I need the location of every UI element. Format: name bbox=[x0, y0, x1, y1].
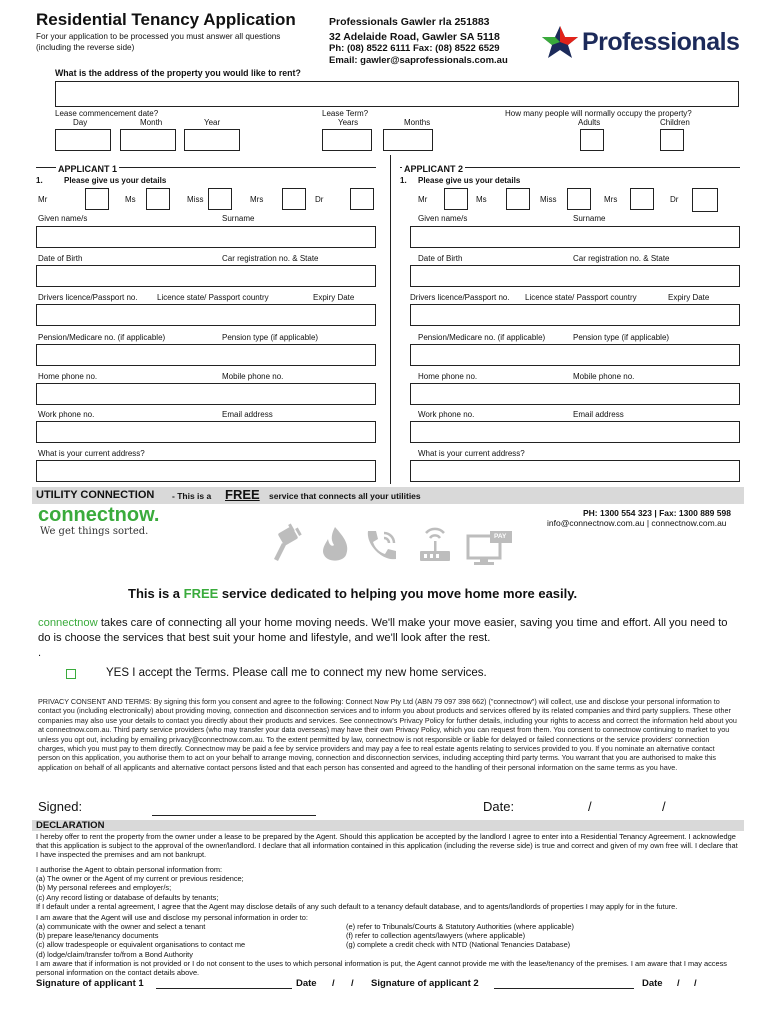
name-field[interactable] bbox=[36, 226, 376, 248]
connect-date-label: Date: bbox=[483, 799, 515, 814]
dob-rego-field[interactable] bbox=[36, 265, 376, 287]
title-mrs-label: Mrs bbox=[250, 195, 264, 204]
professionals-star-icon bbox=[540, 25, 580, 59]
lease-start-label: Lease commencement date? bbox=[55, 109, 159, 118]
property-address-question: What is the address of the property you would like to rent? bbox=[55, 68, 301, 78]
dob-label: Date of Birth bbox=[418, 254, 463, 263]
licence-field[interactable] bbox=[36, 304, 376, 326]
date-slash-2: / bbox=[662, 799, 666, 814]
auth-item: (b) My personal referees and employer/s; bbox=[36, 883, 172, 893]
home-phone-label: Home phone no. bbox=[418, 372, 478, 381]
headline-pre: This is a bbox=[128, 586, 184, 601]
title-ms-label: Ms bbox=[476, 195, 487, 204]
phone-field[interactable] bbox=[36, 383, 376, 405]
applicant-2-details-label: Please give us your details bbox=[418, 176, 521, 185]
lease-months-field[interactable] bbox=[383, 129, 433, 151]
title-miss-label: Miss bbox=[187, 195, 204, 204]
title-mr-label: Mr bbox=[38, 195, 48, 204]
licence-state-label: Licence state/ Passport country bbox=[157, 293, 269, 302]
title-miss-checkbox[interactable] bbox=[567, 188, 591, 210]
home-phone-label: Home phone no. bbox=[38, 372, 98, 381]
authorisation-block bbox=[36, 865, 740, 911]
connectnow-logo: connectnow. bbox=[38, 504, 160, 526]
sig1-date-slash-1: / bbox=[332, 978, 335, 989]
title-ms-checkbox[interactable] bbox=[146, 188, 170, 210]
applicant-1-num: 1. bbox=[36, 176, 43, 185]
sig1-date-label: Date bbox=[296, 978, 317, 989]
privacy-terms: PRIVACY CONSENT AND TERMS: By signing this form you consent and agree to the following: Connect Now Pty Ltd (ABN 79 097 398 662) ("connectnow") will collect, use and disclose your personal information to contact you (including electronically) about providing moving, connection and disconnection services and to inform you about products and services offered by its related companies and third party suppliers. These other companies may also use your details to contact you directly about their products and services. See connectnow's Privacy Policy for further details, including your rights to access and correct the information held about you at connectnow.com.au. Third party service providers (who may transfer your data overseas) may have their own Privacy Policy, which you can request from them. You consent to connectnow continuing to market to you unless you opt out, including by emailing privacy@connectnow.com.au. To the extent permitted by law, connectnow is not responsible or liable for delayed or failed connections or the service providers' connection charges, which you must pay to them directly. Connectnow may be paid a fee by service providers and may pay a fee to real estate agents relating to services provided to you. If you nominate an alternative contact person on this application, you authorise them to act on your behalf to arrange moving, connection and disconnection services, including accepting third party terms. You warrant that you are authorised to make this application on behalf of all applicants and alternative contact persons listed and that each person has consented and agreed to the handling of their personal information on the same terms as you have. bbox=[38, 697, 737, 772]
sig1-line[interactable] bbox=[156, 988, 292, 989]
current-address-field[interactable] bbox=[410, 460, 740, 482]
work-email-field[interactable] bbox=[410, 421, 740, 443]
use-item: (d) lodge/claim/transfer to/from a Bond Authority bbox=[36, 949, 193, 959]
phone-icon bbox=[362, 527, 400, 565]
subtitle-line2: (including the reverse side) bbox=[36, 43, 135, 52]
utility-body bbox=[38, 616, 738, 645]
email-label: Email address bbox=[573, 410, 624, 419]
sig2-date-slash-2: / bbox=[694, 978, 697, 989]
work-email-field[interactable] bbox=[36, 421, 376, 443]
utility-free: FREE bbox=[225, 487, 260, 502]
work-phone-label: Work phone no. bbox=[418, 410, 475, 419]
agency-address: 32 Adelaide Road, Gawler SA 5118 bbox=[329, 31, 500, 43]
agency-email: Email: gawler@saprofessionals.com.au bbox=[329, 55, 508, 66]
use-list-left bbox=[36, 922, 336, 959]
applicant-2-num: 1. bbox=[400, 176, 407, 185]
car-rego-label: Car registration no. & State bbox=[573, 254, 670, 263]
title-dr-label: Dr bbox=[315, 195, 324, 204]
current-address-field[interactable] bbox=[36, 460, 376, 482]
connectnow-phone: PH: 1300 554 323 | Fax: 1300 889 598 bbox=[583, 508, 731, 518]
car-rego-label: Car registration no. & State bbox=[222, 254, 319, 263]
lease-years-field[interactable] bbox=[322, 129, 372, 151]
children-label: Children bbox=[660, 118, 690, 127]
use-item: (a) communicate with the owner and select a tenant bbox=[36, 922, 206, 931]
connectnow-tagline: We get things sorted. bbox=[40, 526, 149, 537]
surname-label: Surname bbox=[573, 214, 606, 223]
connectnow-web: info@connectnow.com.au | connectnow.com.au bbox=[547, 518, 727, 528]
headline-free: FREE bbox=[183, 586, 219, 601]
surname-label: Surname bbox=[222, 214, 255, 223]
title-ms-checkbox[interactable] bbox=[506, 188, 530, 210]
property-address-field[interactable] bbox=[55, 81, 739, 107]
body-text: takes care of connecting all your home moving needs. We'll make your move easier, saving you time and effort. All you need to do is choose the services that best suit your home and lifestyle, and we'll look after the rest. bbox=[38, 617, 728, 644]
default-para: If I default under a rental agreement, I agree that the Agent may disclose details of any such default to a tenancy default database, and to agents/landlords of properties I may apply for in the future. bbox=[36, 901, 678, 911]
utility-heading-mid: - This is a bbox=[172, 491, 212, 501]
pension-no-label: Pension/Medicare no. (if applicable) bbox=[38, 333, 166, 342]
use-item: (g) complete a credit check with NTD (National Tenancies Database) bbox=[346, 940, 571, 950]
applicant-1-details-label: Please give us your details bbox=[64, 176, 167, 185]
lease-month-field[interactable] bbox=[120, 129, 176, 151]
declaration-para1: I hereby offer to rent the property from the owner under a lease to be prepared by the Agent. Should this application be accepted by the landlord I agree to enter into a Residential Tenancy Agreement. I acknowledge that this application is subject to the approval of the owner/landlord. I declare that all information contained in this application (including the reverse side) is true and correct and given of my own free will. I declare that I have inspected the premises and am not bankrupt. bbox=[36, 832, 738, 860]
applicant-2-heading: APPLICANT 2 bbox=[404, 164, 464, 174]
title-miss-checkbox[interactable] bbox=[208, 188, 232, 210]
applicant-divider bbox=[390, 155, 391, 484]
title-dr-checkbox[interactable] bbox=[350, 188, 374, 210]
use-list-right bbox=[346, 922, 740, 950]
lease-day-field[interactable] bbox=[55, 129, 111, 151]
utility-band bbox=[32, 487, 744, 504]
signed-label: Signed: bbox=[38, 799, 83, 814]
gas-flame-icon bbox=[316, 525, 354, 565]
phone-field[interactable] bbox=[410, 383, 740, 405]
title-dr-checkbox[interactable] bbox=[692, 188, 718, 212]
years-label: Years bbox=[338, 118, 359, 127]
use-intro: I am aware that the Agent will use and disclose my personal information in order to: bbox=[36, 913, 308, 922]
occupants-label: How many people will normally occupy the property? bbox=[505, 109, 692, 118]
dob-label: Date of Birth bbox=[38, 254, 83, 263]
children-field[interactable] bbox=[660, 129, 684, 151]
licence-label: Drivers licence/Passport no. bbox=[410, 293, 510, 302]
lease-year-field[interactable] bbox=[184, 129, 240, 151]
auth-item: (c) Any record listing or database of defaults by tenants; bbox=[36, 892, 219, 902]
utility-heading-end: service that connects all your utilities bbox=[269, 491, 421, 501]
current-address-label: What is your current address? bbox=[38, 449, 145, 458]
use-item: (e) refer to Tribunals/Courts & Statutory Authorities (where applicable) bbox=[346, 922, 574, 931]
lease-term-label: Lease Term? bbox=[322, 109, 369, 118]
professionals-logo-text: Professionals bbox=[582, 28, 740, 56]
months-label: Months bbox=[404, 118, 431, 127]
licence-state-label: Licence state/ Passport country bbox=[525, 293, 637, 302]
body-brand: connectnow bbox=[38, 617, 98, 629]
adults-label: Adults bbox=[578, 118, 601, 127]
auth-intro: I authorise the Agent to obtain personal information from: bbox=[36, 865, 223, 874]
given-names-label: Given name/s bbox=[418, 214, 468, 223]
title-mrs-checkbox[interactable] bbox=[630, 188, 654, 210]
utility-headline bbox=[128, 587, 577, 600]
title-dr-label: Dr bbox=[670, 195, 679, 204]
accept-terms-label: YES I accept the Terms. Please call me to connect my new home services. bbox=[106, 667, 487, 679]
title-mrs-label: Mrs bbox=[604, 195, 618, 204]
day-label: Day bbox=[73, 118, 88, 127]
use-item: (b) prepare lease/tenancy documents bbox=[36, 931, 159, 941]
name-field[interactable] bbox=[410, 226, 740, 248]
current-address-label: What is your current address? bbox=[418, 449, 525, 458]
title-mr-checkbox[interactable] bbox=[85, 188, 109, 210]
date-slash-1: / bbox=[588, 799, 592, 814]
applicant-1-heading: APPLICANT 1 bbox=[58, 164, 118, 174]
sig2-label: Signature of applicant 2 bbox=[371, 978, 479, 989]
accept-terms-checkbox[interactable] bbox=[66, 669, 76, 679]
title-ms-label: Ms bbox=[125, 195, 136, 204]
work-phone-label: Work phone no. bbox=[38, 410, 95, 419]
declaration-heading: DECLARATION bbox=[36, 820, 105, 831]
page-title: Residential Tenancy Application bbox=[36, 10, 296, 29]
pension-no-label: Pension/Medicare no. (if applicable) bbox=[418, 333, 546, 342]
expiry-label: Expiry Date bbox=[313, 293, 355, 302]
agency-name: Professionals Gawler rla 251883 bbox=[329, 16, 490, 28]
body-dot: . bbox=[38, 647, 42, 659]
mobile-label: Mobile phone no. bbox=[573, 372, 635, 381]
pay-tv-label: PAY bbox=[494, 533, 507, 540]
agency-phone: Ph: (08) 8522 6111 Fax: (08) 8522 6529 bbox=[329, 43, 500, 54]
auth-item: (a) The owner or the Agent of my current or previous residence; bbox=[36, 874, 244, 884]
signed-line[interactable] bbox=[152, 815, 316, 816]
internet-router-icon bbox=[414, 523, 456, 565]
utility-heading: UTILITY CONNECTION bbox=[36, 489, 155, 501]
title-mr-label: Mr bbox=[418, 195, 428, 204]
sig1-label: Signature of applicant 1 bbox=[36, 978, 144, 989]
pension-type-label: Pension type (if applicable) bbox=[573, 333, 670, 342]
final-para: I am aware that if information is not provided or I do not consent to the uses to which personal information is put, the Agent cannot provide me with the lease/tenancy of the premises. I am aware that I may access personal information on the contact details above. bbox=[36, 959, 727, 978]
email-label: Email address bbox=[222, 410, 273, 419]
pension-type-label: Pension type (if applicable) bbox=[222, 333, 319, 342]
title-mrs-checkbox[interactable] bbox=[282, 188, 306, 210]
licence-label: Drivers licence/Passport no. bbox=[38, 293, 138, 302]
electricity-plug-icon bbox=[270, 523, 306, 565]
title-miss-label: Miss bbox=[540, 195, 557, 204]
subtitle-line1: For your application to be processed you must answer all questions bbox=[36, 32, 281, 41]
month-label: Month bbox=[140, 118, 163, 127]
use-item: (c) allow tradespeople or equivalent organisations to contact me bbox=[36, 940, 246, 950]
given-names-label: Given name/s bbox=[38, 214, 88, 223]
year-label: Year bbox=[204, 118, 221, 127]
sig1-date-slash-2: / bbox=[351, 978, 354, 989]
declaration-band bbox=[32, 820, 744, 831]
adults-field[interactable] bbox=[580, 129, 604, 151]
licence-field[interactable] bbox=[410, 304, 740, 326]
use-item: (f) refer to collection agents/lawyers (where applicable) bbox=[346, 931, 526, 941]
pension-field[interactable] bbox=[36, 344, 376, 366]
mobile-label: Mobile phone no. bbox=[222, 372, 284, 381]
pay-tv-icon bbox=[466, 530, 514, 566]
pension-field[interactable] bbox=[410, 344, 740, 366]
title-mr-checkbox[interactable] bbox=[444, 188, 468, 210]
expiry-label: Expiry Date bbox=[668, 293, 710, 302]
sig2-date-slash-1: / bbox=[677, 978, 680, 989]
sig2-line[interactable] bbox=[494, 988, 634, 989]
headline-post: service dedicated to helping you move home more easily. bbox=[218, 586, 578, 601]
sig2-date-label: Date bbox=[642, 978, 663, 989]
dob-rego-field[interactable] bbox=[410, 265, 740, 287]
